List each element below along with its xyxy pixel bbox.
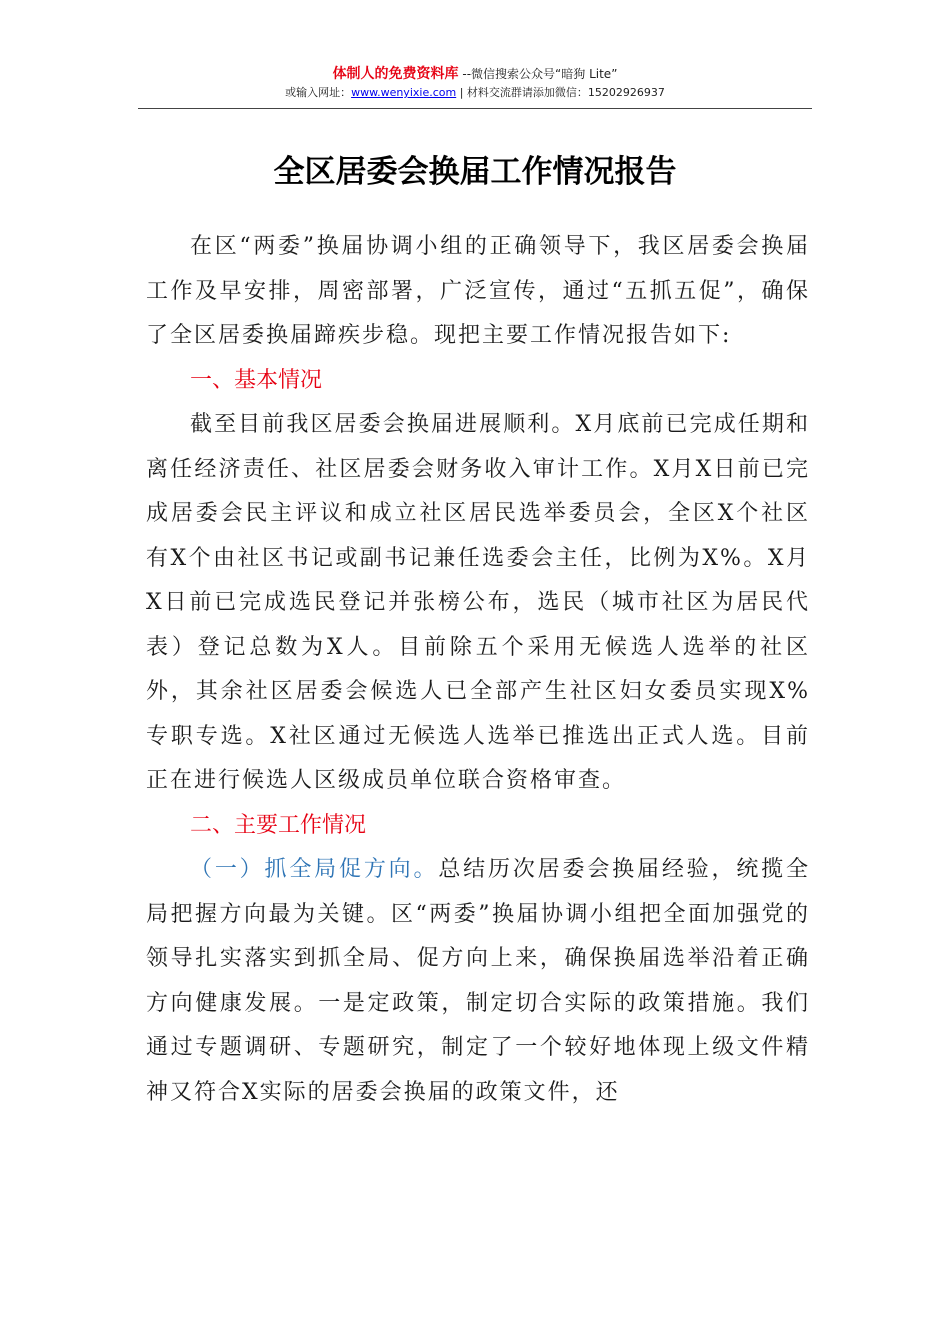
header-brand: 体制人的免费资料库 bbox=[332, 66, 459, 82]
header-site-prefix: 或输入网址： bbox=[285, 86, 352, 99]
section-1-paragraph: 截至目前我区居委会换届进展顺利。X月底前已完成任期和离任经济责任、社区居委会财务收入审计工作。X月X日前已完成居委会民主评议和成立社区居民选举委员会，全区X个社区有X个由社区书记或副书记兼任选委会主任，比例为X%。X月X日前已完成选民登记并张榜公布，选民（城市社区为居民代表）登记总数为X人。目前除五个采用无候选人选举的社区外，其余社区居委会候选人已全部产生社区妇女委员实现X%专职专选。X社区通过无候选人选举已推选出正式人选。目前正在进行候选人区级成员单位联合资格审查。 bbox=[146, 412, 810, 793]
header-divider bbox=[138, 108, 812, 109]
section-1-heading: 一、基本情况 bbox=[190, 367, 323, 393]
page-header bbox=[138, 64, 812, 102]
document-title: 全区居委会换届工作情况报告 bbox=[273, 154, 677, 190]
subsection-1-title: （一）抓全局促方向。 bbox=[190, 857, 439, 882]
subsection-1-body: 总结历次居委会换届经验，统揽全局把握方向最为关键。区“两委”换届协调小组把全面加强党的领导扎实落实到抓全局、促方向上来，确保换届选举沿着正确方向健康发展。一是定政策，制定切合实际的政策措施。我们通过专题调研、专题研究，制定了一个较好地体现上级文件精神又符合X实际的居委会换届的政策文件，还 bbox=[146, 857, 810, 1105]
header-group-note: | 材料交流群请添加微信：15202926937 bbox=[459, 86, 665, 99]
document-body bbox=[146, 225, 810, 1115]
section-2-paragraph-1 bbox=[146, 848, 810, 1115]
header-promo-line bbox=[138, 64, 812, 84]
header-wechat-note: --微信搜索公众号“暗狗 Lite” bbox=[462, 67, 618, 81]
section-2-heading: 二、主要工作情况 bbox=[190, 812, 367, 838]
header-contact-line bbox=[138, 84, 812, 102]
header-site-link[interactable]: www.wenyixie.com bbox=[351, 86, 457, 99]
intro-paragraph: 在区“两委”换届协调小组的正确领导下，我区居委会换届工作及早安排，周密部署，广泛宣传，通过“五抓五促”，确保了全区居委换届蹄疾步稳。现把主要工作情况报告如下: bbox=[146, 234, 810, 348]
